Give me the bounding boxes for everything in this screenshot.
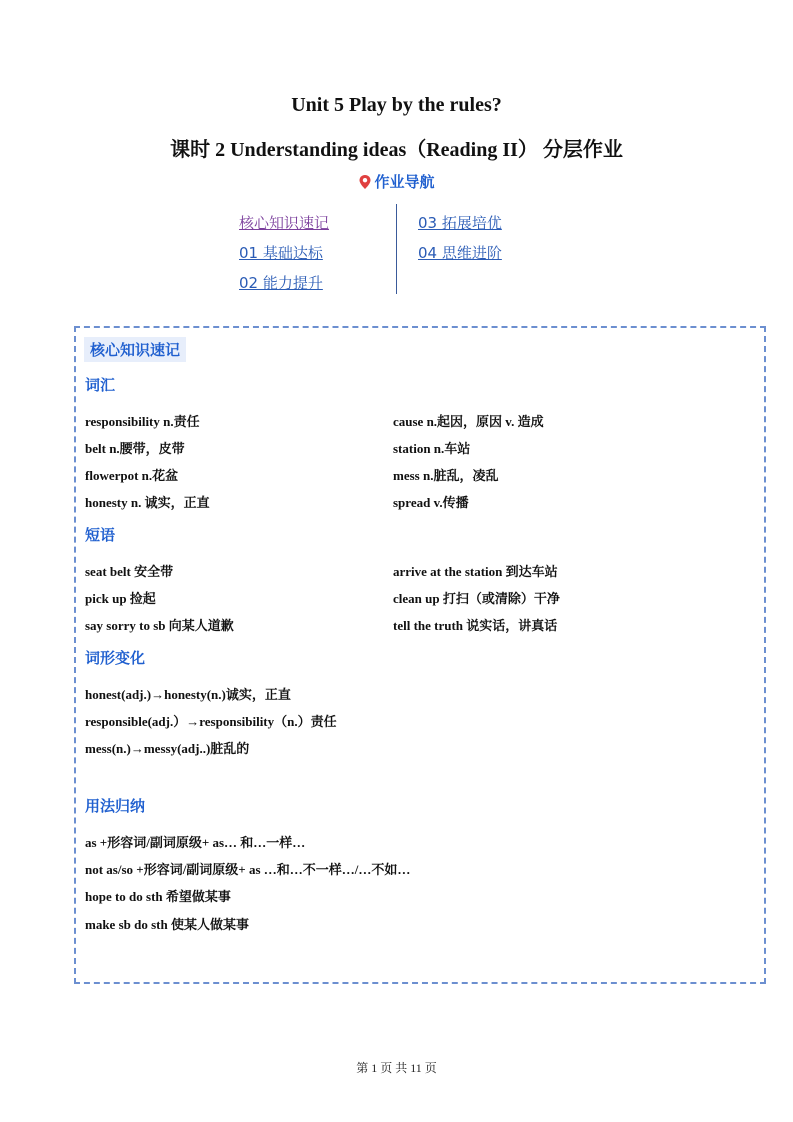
usage-item: hope to do sth 希望做某事 xyxy=(85,889,231,904)
section-heading-vocab: 词汇 xyxy=(85,376,116,394)
vocab-item: cause n.起因，原因 v. 造成 xyxy=(393,414,544,429)
nav-link-basic[interactable]: 01 基础达标 xyxy=(239,244,323,262)
phrase-item: seat belt 安全带 xyxy=(85,564,174,579)
phrase-item: arrive at the station 到达车站 xyxy=(393,564,558,579)
vocab-item: mess n.脏乱，凌乱 xyxy=(393,468,499,483)
usage-item: make sb do sth 使某人做某事 xyxy=(85,917,249,932)
vocab-item: station n.车站 xyxy=(393,441,471,456)
vocab-item: honesty n. 诚实，正直 xyxy=(85,495,210,510)
vocab-item: responsibility n.责任 xyxy=(85,414,200,429)
nav-divider xyxy=(396,204,397,294)
section-heading-phrases: 短语 xyxy=(85,526,116,544)
section-heading-wordforms: 词形变化 xyxy=(85,649,146,667)
nav-link-core-knowledge[interactable]: 核心知识速记 xyxy=(239,214,330,232)
section-heading-usage: 用法归纳 xyxy=(85,797,146,815)
nav-link-extension[interactable]: 03 拓展培优 xyxy=(418,214,502,232)
wordform-item: honest(adj.)→honesty(n.)诚实，正直 xyxy=(85,687,291,702)
nav-heading xyxy=(0,171,793,194)
phrase-item: say sorry to sb 向某人道歉 xyxy=(85,618,234,633)
phrase-item: tell the truth 说实话，讲真话 xyxy=(393,618,558,633)
box-title: 核心知识速记 xyxy=(84,337,186,362)
page-title: Unit 5 Play by the rules? xyxy=(291,94,502,116)
usage-item: not as/so +形容词/副词原级+ as …和…不一样…/…不如… xyxy=(85,862,411,877)
vocab-item: spread v.传播 xyxy=(393,495,469,510)
nav-left-column xyxy=(239,208,329,298)
nav-right-column xyxy=(418,208,502,268)
wordform-item: mess(n.)→messy(adj..)脏乱的 xyxy=(85,741,250,756)
page-footer: 第 1 页 共 11 页 xyxy=(356,1061,437,1075)
phrase-item: pick up 捡起 xyxy=(85,591,156,606)
vocab-item: flowerpot n.花盆 xyxy=(85,468,179,483)
phrase-item: clean up 打扫（或清除）干净 xyxy=(393,591,560,606)
wordform-item: responsible(adj.）→responsibility（n.）责任 xyxy=(85,714,337,729)
nav-heading-label: 作业导航 xyxy=(374,173,435,191)
nav-link-ability[interactable]: 02 能力提升 xyxy=(239,274,323,292)
page-subtitle: 课时 2 Understanding ideas（Reading II） 分层作业 xyxy=(170,139,623,161)
vocab-item: belt n.腰带，皮带 xyxy=(85,441,185,456)
knowledge-box xyxy=(74,326,766,984)
nav-link-thinking[interactable]: 04 思维进阶 xyxy=(418,244,502,262)
map-pin-icon xyxy=(358,174,372,194)
usage-item: as +形容词/副词原级+ as… 和…一样… xyxy=(85,835,306,850)
